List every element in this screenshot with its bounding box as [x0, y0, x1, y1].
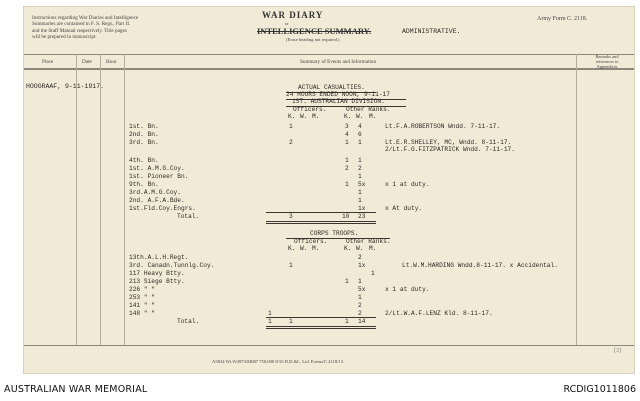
total-double-rule-c	[266, 326, 376, 327]
entry-place-date: HOOGRAAF, 9-11-1917.	[26, 83, 105, 90]
column-header-summary: Summary of Events and Information	[300, 59, 377, 65]
other-ranks-heading: Other Ranks.	[346, 106, 391, 113]
remarks-divider	[576, 54, 577, 345]
hour-divider	[124, 54, 125, 345]
column-header-date: Date	[82, 59, 92, 65]
officers-heading-2: Officers.	[294, 238, 328, 245]
summary-title: INTELLIGENCE SUMMARY.	[257, 26, 372, 36]
archive-caption: AUSTRALIAN WAR MEMORIAL	[4, 384, 148, 395]
diary-title: WAR DIARY	[262, 10, 324, 20]
erase-note: (Erase heading not required.)	[286, 37, 340, 42]
title-connector: or	[285, 21, 289, 26]
column-header-remarks: Remarks and references to Appendices	[595, 54, 619, 69]
table-bottom-rule	[24, 345, 634, 346]
war-diary-page: Instructions regarding War Diaries and Intelligence Summaries are contained in F. S. Regs., Part II. and the Staff Manual respectively. Title pages will be prepared in manuscript. WAR DIARY or INTELLIGENCE SUMMARY. ADMINISTRATIVE. (Erase heading not required.) Army Form C. 2118. Place Date Hour Summary of Events and Information Remarks and references to Appendices HOOGRAAF, 9-11-1917. ACTUAL CASUALTIES. 24 HOURS ENDED NOON, 9-11-17 1ST. AUSTRALIAN DIVISION. Officers. Other Ranks. K. W. M. K. W. M. 1st. Bn. 1 3 4 Lt.F.A.ROBERTSON Wndd. 7-11-17. 2nd. Bn. 4 6 3rd. Bn. 2 1 1 Lt.E.R.SHELLEY, MC, Wndd. 8-11-17. 2/Lt.F.G.FITZPATRICK Wndd. 7-11-17. 4th. Bn. 1 1 1st. A.M.G.Coy. 2 2 1st. Pioneer Bn. 1 9th. Bn. 1 5x x 1 at duty. 3rd.A.M.G.Coy. 1 2nd. A.F.A.Bde. 1 1st.Fld.Coy.Engrs. 1x x At duty. Total. 3 10 23 CORPS TROOPS. Officers. Other Ranks. K. W. M. K. W. M. 13th.A.L.H.Regt. 2 3rd. Canadn.Tunnlg.Coy. 1 1x Lt.W.M.HARDING Wndd.8-11-17. x Accidental. 117 Heavy Btty. 1 213 Siege Btty. 1 1 226 " " 5x x 1 at duty. 253 " " 1 141 " " 2 148 " " 1 2 2/Lt.W.A.F.LENZ Kld. 8-11-17. Total. 1 1 1 14 A5834 Wt.W4973/M687 750,000 8/16 D.D.&L. Ltd. Forms/C.2118/13. [3]	[23, 6, 635, 374]
other-ranks-heading-2: Other Ranks.	[346, 238, 391, 245]
header-bottom-rule	[24, 68, 634, 70]
officers-heading: Officers.	[293, 106, 327, 113]
form-label: Army Form C. 2118.	[537, 16, 588, 22]
casualties-title: ACTUAL CASUALTIES.	[298, 84, 365, 91]
table-top-rule	[24, 54, 634, 55]
period-title: 24 HOURS ENDED NOON, 9-11-17	[286, 91, 390, 98]
place-divider	[76, 54, 77, 345]
archive-reference: RCDIG1011806	[563, 384, 636, 395]
division-title: 1ST. AUSTRALIAN DIVISION.	[292, 98, 385, 105]
printer-imprint: A5834 Wt.W4973/M687 750,000 8/16 D.D.&L. Ltd. Forms/C.2118/13.	[212, 359, 345, 364]
date-divider	[100, 54, 101, 345]
column-header-hour: Hour	[106, 59, 117, 65]
typed-heading: ADMINISTRATIVE.	[402, 28, 461, 35]
page-mark: [3]	[614, 348, 621, 354]
instructions-note: Instructions regarding War Diaries and Intelligence Summaries are contained in F. S. Regs., Part II. and the Staff Manual respectively. Title pages will be prepared in manuscript.	[32, 15, 139, 40]
total-double-rule-b	[266, 223, 376, 224]
total-double-rule-a	[266, 221, 376, 222]
total-double-rule-d	[266, 328, 376, 329]
column-header-place: Place	[42, 59, 54, 65]
corps-troops-title: CORPS TROOPS.	[310, 230, 359, 237]
